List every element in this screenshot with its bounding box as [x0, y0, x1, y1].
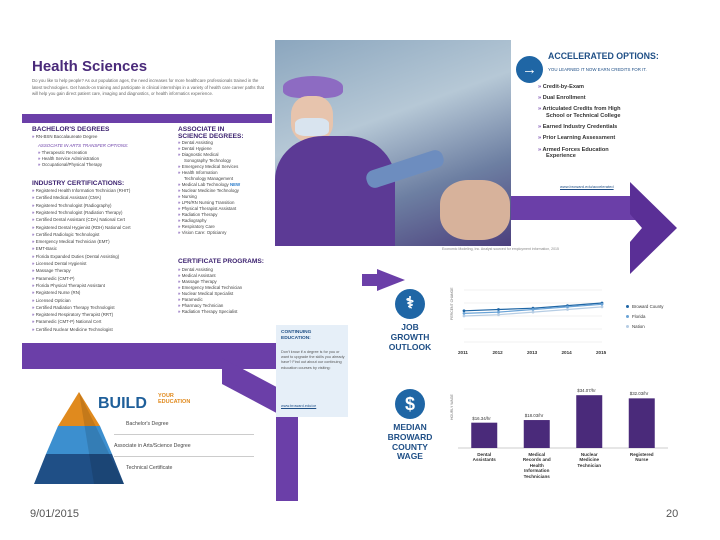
associate-item: » Nursing [178, 194, 197, 199]
accelerated-item: » Armed Forces Education [538, 146, 609, 153]
x-tick-label: 2013 [527, 350, 538, 355]
wage-bar [576, 395, 602, 448]
series-point [601, 303, 604, 306]
series-point [463, 312, 466, 315]
page-title: Health Sciences [32, 58, 148, 75]
certification-item: » Certified Dental Assistant (CDA) National Cert [32, 217, 125, 223]
right-band [510, 196, 640, 220]
bar-category-label: Nuclear Medicine Technician [577, 452, 602, 468]
legend-dot [626, 315, 629, 318]
legend-item: Nation [626, 324, 645, 329]
intro-text: Do you like to help people? As our population ages, the need increases for more healthcare professionals trained in the latest technologies. Get hands-on training and participate in clinical internships in a variety of health care career paths that will help you gain direct patient care, imaging and diagnostics, or health informatics experience. [32, 78, 264, 97]
wage-bar [629, 398, 655, 448]
photo-scrubs [275, 136, 395, 246]
certificate-item: » Emergency Medical Technician [178, 285, 243, 290]
series-point [463, 315, 466, 318]
education-pyramid [34, 392, 124, 484]
build-wordmark: BUILD [98, 395, 147, 412]
photo-credit: Economic Modeling, Inc. Analyst sourced for employment information, 2015 [442, 247, 559, 251]
job-axis-label: PERCENT CHANGE [450, 287, 454, 320]
series-point [497, 308, 500, 311]
certification-item: » Certified Nuclear Medicine Technologist [32, 326, 113, 332]
photo-mask [295, 118, 329, 136]
certification-item: » Registered Technologist (Radiography) [32, 202, 112, 208]
x-tick-label: 2015 [596, 350, 607, 355]
associate-item: » Vision Care: Opticianry [178, 230, 227, 235]
certification-item: » Certified Radiologic Technologist [32, 231, 100, 237]
associate-item: » Dental Hygiene [178, 146, 212, 151]
tier-rule [114, 456, 254, 457]
series-point [463, 309, 466, 312]
x-tick-label: 2011 [458, 350, 468, 355]
certification-item: » Certified Radiation Therapy Technologist [32, 304, 115, 310]
associate-item: » Emergency Medical Services [178, 164, 239, 169]
associate-item: » Diagnostic Medical [178, 152, 219, 157]
certifications-heading: INDUSTRY CERTIFICATIONS: [32, 180, 125, 187]
wage-axis-label: HOURLY WAGE [450, 394, 454, 420]
brochure-page [22, 36, 677, 501]
pyramid-top [58, 392, 100, 426]
certification-item: » Registered Nurse (RN) [32, 290, 81, 296]
dollar-icon: $ [395, 389, 425, 419]
certificate-item: » Medical Assistant [178, 273, 216, 278]
certificate-item: » Nuclear Medical Specialist [178, 291, 234, 296]
series-point [566, 306, 569, 309]
tier-label: Associate in Arts/Science Degree [114, 443, 191, 449]
wage-label: MEDIAN BROWARD COUNTY WAGE [387, 422, 433, 462]
certificate-item: » Radiation Therapy Specialist [178, 309, 238, 314]
transfer-note: ASSOCIATE IN ARTS TRANSFER OPTIONS: [38, 143, 129, 148]
certification-item: » Licensed Dental Hygienist [32, 261, 87, 266]
runner-icon: → [516, 56, 543, 83]
certificate-item: » Massage Therapy [178, 279, 217, 284]
build-your-education: YOUR EDUCATION [158, 393, 191, 405]
certification-item: » Florida Expanded Duties (Dental Assisting) [32, 253, 120, 259]
certification-item: » Registered Respiratory Therapist (RRT) [32, 312, 114, 318]
legend-item: Florida [626, 314, 645, 319]
continuing-title: CONTINUING EDUCATION: [281, 330, 312, 341]
certificate-item: » Pharmacy Technician [178, 303, 224, 308]
certification-item: » Emergency Medical Technician (EMT) [32, 239, 110, 245]
photo-patient [440, 180, 510, 240]
mid-band [362, 274, 382, 286]
accelerated-item-cont: Experience [546, 153, 576, 160]
accelerated-item: » Earned Industry Credentials [538, 124, 618, 131]
certification-item: » Registered Health Information Technician (RHIT) [32, 188, 131, 193]
associate-item: » Physical Therapist Assistant [178, 206, 237, 211]
certificate-item: » Paramedic [178, 297, 203, 302]
transfer-item: » Therapeutic Recreation [38, 150, 88, 155]
photo-cap [283, 76, 343, 98]
right-arrowhead [630, 182, 677, 274]
transfer-item: » Health Service Administration [38, 156, 100, 161]
bar-category-label: Medical Records and Health Information Technicians [522, 452, 551, 479]
certificate-item: » Dental Assisting [178, 267, 213, 272]
wage-chart [458, 376, 668, 450]
legend-item: Broward County [626, 304, 663, 309]
bachelors-heading: BACHELOR'S DEGREES [32, 126, 110, 133]
wage-bar [471, 423, 497, 448]
certification-item: » Paramedic (CMT-P) [32, 275, 75, 281]
tier-rule [114, 434, 254, 435]
stethoscope-icon: ⚕ [395, 289, 425, 319]
accelerated-item: » Dual Enrollment [538, 95, 586, 102]
certification-item: » Florida Physical Therapist Assistant [32, 282, 105, 288]
certification-item: » Registered Technologist (Radiation Therapy) [32, 209, 123, 215]
job-growth-chart [458, 286, 608, 346]
series-point [601, 306, 604, 309]
accelerated-title: ACCELERATED OPTIONS: [548, 51, 659, 61]
certification-item: » Certified Medical Assistant (CMA) [32, 195, 102, 201]
tier-label: Technical Certificate [126, 465, 173, 471]
series-point [497, 311, 500, 314]
associate-item: » Medical Lab Technology NEW [178, 182, 241, 187]
associate-item-cont: Sonography Technology [184, 158, 232, 163]
associate-item-cont: Technology Management [184, 176, 234, 181]
bottom-band [22, 343, 277, 369]
associate-heading: ASSOCIATE IN SCIENCE DEGREES: [178, 126, 244, 141]
bar-value-label: $32.03/hr [629, 391, 649, 397]
bar-value-label: $16.34/hr [472, 415, 491, 421]
series-point [566, 308, 569, 311]
bar-value-label: $18.03/hr [524, 413, 544, 419]
accelerated-subtitle: YOU LEARNED IT NOW EARN CREDITS FOR IT. [548, 67, 647, 72]
certification-item: » Paramedic (CMT-P) National Cert [32, 319, 102, 325]
footer-page-number: 20 [666, 508, 679, 520]
job-growth-label: JOB GROWTH OUTLOOK [388, 322, 432, 352]
certification-item: » EMT-Basic [32, 246, 57, 252]
continuing-text: Don't know if a degree is for you or want to upgrade the skills you already have? Find out about our continuing education courses by visiting: [281, 350, 345, 370]
wage-bar [524, 420, 550, 448]
certificates-heading: CERTIFICATE PROGRAMS: [178, 258, 264, 265]
associate-item: » Respiratory Care [178, 224, 215, 229]
legend-dot [626, 325, 629, 328]
accelerated-item: » Articulated Credits from High [538, 106, 621, 113]
series-point [532, 308, 535, 311]
transfer-item: » Occupational/Physical Therapy [38, 162, 103, 167]
series-point [497, 313, 500, 316]
associate-item: » Radiation Therapy [178, 212, 218, 217]
series-point [532, 311, 535, 314]
bachelors-item: » RN-BSN Baccalaureate Degree [32, 134, 98, 139]
associate-item: » Dental Assisting [178, 140, 213, 145]
associate-item: » Health Information [178, 170, 218, 175]
bar-category-label: Dental Assistants [472, 452, 496, 463]
new-badge: NEW [229, 182, 241, 187]
associate-item: » Radiography [178, 218, 207, 223]
accelerated-item: » Credit-by-Exam [538, 84, 585, 90]
x-tick-label: 2012 [492, 350, 503, 355]
tier-label: Bachelor's Degree [126, 421, 169, 427]
continuing-link[interactable]: www.broward.edu/ce [281, 404, 317, 408]
continuing-education-box [276, 325, 348, 417]
certification-item: » Registered Dental Hygienist (RDH) National Cert [32, 224, 131, 230]
associate-item: » Nuclear Medicine Technology [178, 188, 239, 193]
certification-item: » Massage Therapy [32, 268, 71, 274]
accelerated-item-cont: School or Technical College [546, 113, 621, 120]
x-tick-label: 2014 [561, 350, 572, 355]
footer-date: 9/01/2015 [30, 508, 79, 520]
associate-item: » LPN/RN Nursing Transition [178, 200, 235, 205]
bar-category-label: Registered Nurse [629, 452, 654, 463]
legend-dot [626, 305, 629, 308]
accelerated-link[interactable]: www.broward.edu/accelerated [560, 184, 614, 189]
bar-value-label: $34.07/hr [577, 388, 596, 394]
top-band [22, 114, 272, 123]
accelerated-item: » Prior Learning Assessment [538, 135, 616, 142]
certification-item: » Licensed Optician [32, 297, 71, 303]
dental-photo [275, 40, 511, 246]
